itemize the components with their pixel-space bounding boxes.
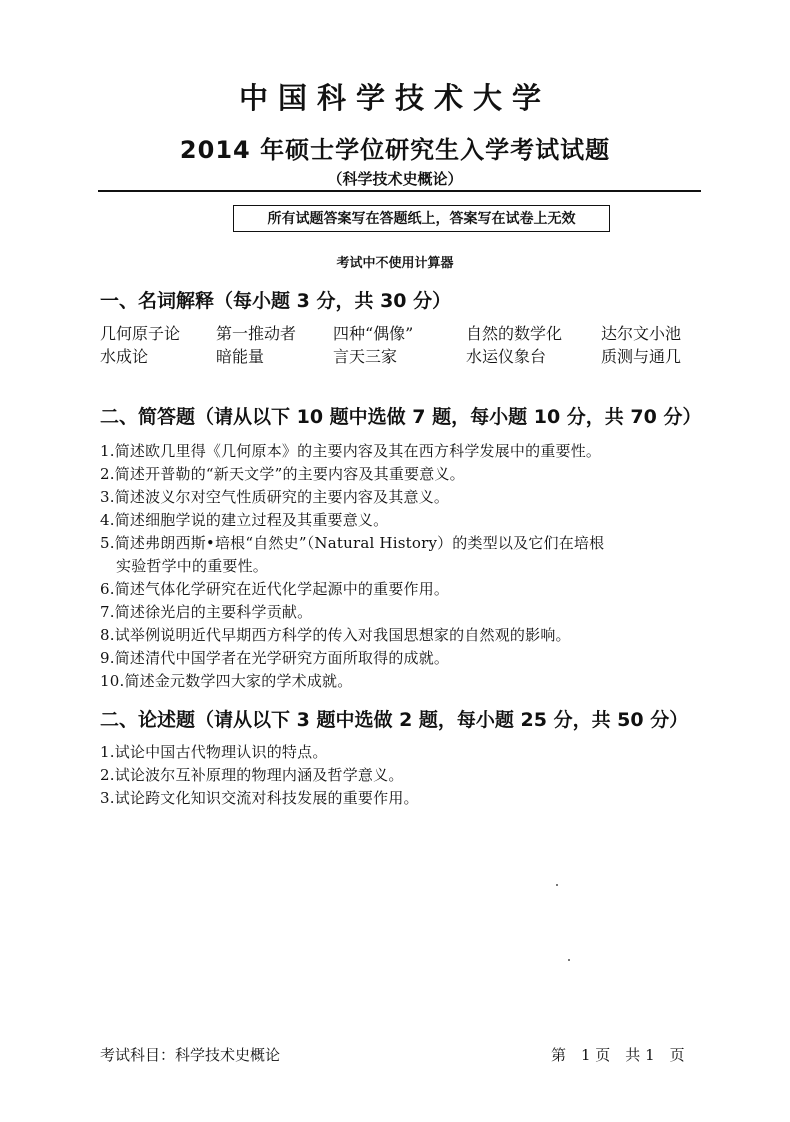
term-item: 言天三家: [333, 347, 398, 366]
question-item: 4.简述细胞学说的建立过程及其重要意义。: [100, 511, 389, 529]
question-item: 7.简述徐光启的主要科学贡献。: [100, 603, 313, 621]
section2-heading: 二、简答题（请从以下 10 题中选做 7 题，每小题 10 分，共 70 分）: [100, 406, 702, 428]
term-item: 达尔文小池: [601, 324, 682, 343]
question-item: 3.简述波义尔对空气性质研究的主要内容及其意义。: [100, 488, 450, 506]
question-item: 2.简述开普勒的“新天文学”的主要内容及其重要意义。: [100, 465, 465, 483]
question-item: 10.简述金元数学四大家的学术成就。: [100, 672, 353, 690]
term-item: 四种“偶像”: [333, 324, 414, 343]
term-item: 几何原子论: [100, 324, 181, 343]
question-item: 5.简述弗朗西斯•培根“自然史”（Natural History）的类型以及它们在培根: [100, 534, 605, 552]
question-item: 1.简述欧几里得《几何原本》的主要内容及其在西方科学发展中的重要性。: [100, 442, 602, 460]
scan-speck: [556, 884, 558, 886]
term-item: 水成论: [100, 347, 149, 366]
term-item: 暗能量: [216, 347, 265, 366]
question-item: 8.试举例说明近代早期西方科学的传入对我国思想家的自然观的影响。: [100, 626, 571, 644]
question-item-continuation: 实验哲学中的重要性。: [116, 557, 269, 575]
term-item: 自然的数学化: [466, 324, 563, 343]
calculator-note: 考试中不使用计算器: [336, 256, 454, 271]
footer-page-number: 第 1 页 共 1 页: [551, 1046, 685, 1064]
term-item: 第一推动者: [216, 324, 297, 343]
answer-notice-box: 所有试题答案写在答题纸上，答案写在试卷上无效: [233, 205, 610, 232]
section1-heading: 一、名词解释（每小题 3 分，共 30 分）: [100, 290, 452, 312]
question-item: 2.试论波尔互补原理的物理内涵及哲学意义。: [100, 766, 404, 784]
question-item: 3.试论跨文化知识交流对科技发展的重要作用。: [100, 789, 419, 807]
term-item: 质测与通几: [601, 347, 682, 366]
scan-speck: [568, 959, 570, 961]
university-name: 中国科学技术大学: [238, 81, 551, 115]
header-rule: [98, 190, 701, 192]
subject-subtitle: （科学技术史概论）: [327, 170, 463, 188]
exam-title: 2014 年硕士学位研究生入学考试试题: [179, 136, 611, 164]
term-item: 水运仪象台: [466, 347, 547, 366]
section3-heading: 二、论述题（请从以下 3 题中选做 2 题，每小题 25 分，共 50 分）: [100, 709, 689, 731]
question-item: 6.简述气体化学研究在近代化学起源中的重要作用。: [100, 580, 450, 598]
footer-subject: 考试科目：科学技术史概论: [100, 1046, 281, 1064]
question-item: 9.简述清代中国学者在光学研究方面所取得的成就。: [100, 649, 450, 667]
question-item: 1.试论中国古代物理认识的特点。: [100, 743, 328, 761]
